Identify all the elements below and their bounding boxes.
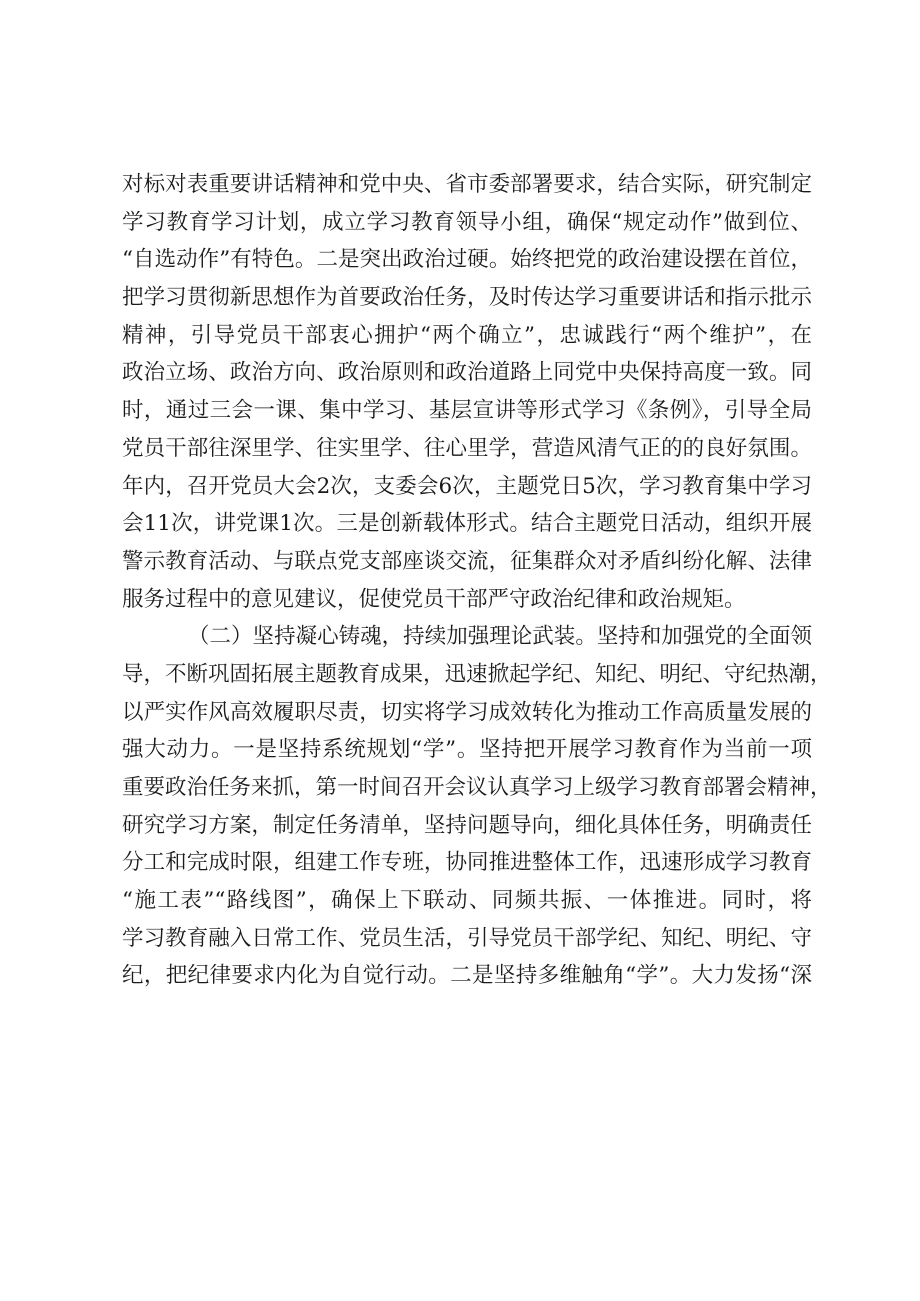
text-line: 研究学习方案，制定任务清单，坚持问题导向，细化具体任务，明确责任	[122, 812, 812, 838]
document-body	[122, 166, 832, 995]
text-line: 学习教育融入日常工作、党员生活，引导党员干部学纪、知纪、明纪、守	[122, 925, 812, 951]
text-line: 年内，召开党员大会2次，支委会6次，主题党日5次，学习教育集中学习	[122, 473, 812, 499]
text-line: 纪，把纪律要求内化为自觉行动。二是坚持多维触角“学”。大力发扬“深	[122, 963, 812, 989]
text-line: 时，通过三会一课、集中学习、基层宣讲等形式学习《条例》，引导全局	[122, 398, 812, 424]
text-line: 精神，引导党员干部衷心拥护“两个确立”，忠诚践行“两个维护”，在	[122, 322, 812, 348]
text-line: 政治立场、政治方向、政治原则和政治道路上同党中央保持高度一致。同	[122, 360, 812, 386]
text-line: 学习教育学习计划，成立学习教育领导小组，确保“规定动作”做到位、	[122, 209, 812, 235]
text-line: 对标对表重要讲话精神和党中央、省市委部署要求，结合实际，研究制定	[122, 172, 812, 197]
text-line: 把学习贯彻新思想作为首要政治任务，及时传达学习重要讲话和指示批示	[122, 285, 812, 311]
text-line: 分工和完成时限，组建工作专班，协同推进整体工作，迅速形成学习教育	[122, 850, 812, 876]
text-line: “施工表”“路线图”，确保上下联动、同频共振、一体推进。同时，将	[122, 888, 812, 914]
paragraph-end-line: 服务过程中的意见建议，促使党员干部严守政治纪律和政治规矩。	[122, 586, 746, 612]
text-line: 以严实作风高效履职尽责，切实将学习成效转化为推动工作高质量发展的	[122, 699, 812, 725]
text-line: 警示教育活动、与联点党支部座谈交流，征集群众对矛盾纠纷化解、法律	[122, 548, 812, 574]
text-line: “自选动作”有特色。二是突出政治过硬。始终把党的政治建设摆在首位，	[122, 247, 812, 273]
text-line: 重要政治任务来抓，第一时间召开会议认真学习上级学习教育部署会精神，	[122, 775, 832, 800]
text-line: 导，不断巩固拓展主题教育成果，迅速掀起学纪、知纪、明纪、守纪热潮，	[122, 661, 832, 687]
section-heading-line: （二）坚持凝心铸魂，持续加强理论武装。坚持和加强党的全面领	[188, 624, 812, 650]
text-line: 党员干部往深里学、往实里学、往心里学，营造风清气正的的良好氛围。	[122, 435, 812, 461]
text-line: 会11次，讲党课1次。三是创新载体形式。结合主题党日活动，组织开展	[122, 511, 812, 537]
text-line: 强大动力。一是坚持系统规划“学”。坚持把开展学习教育作为当前一项	[122, 737, 812, 763]
